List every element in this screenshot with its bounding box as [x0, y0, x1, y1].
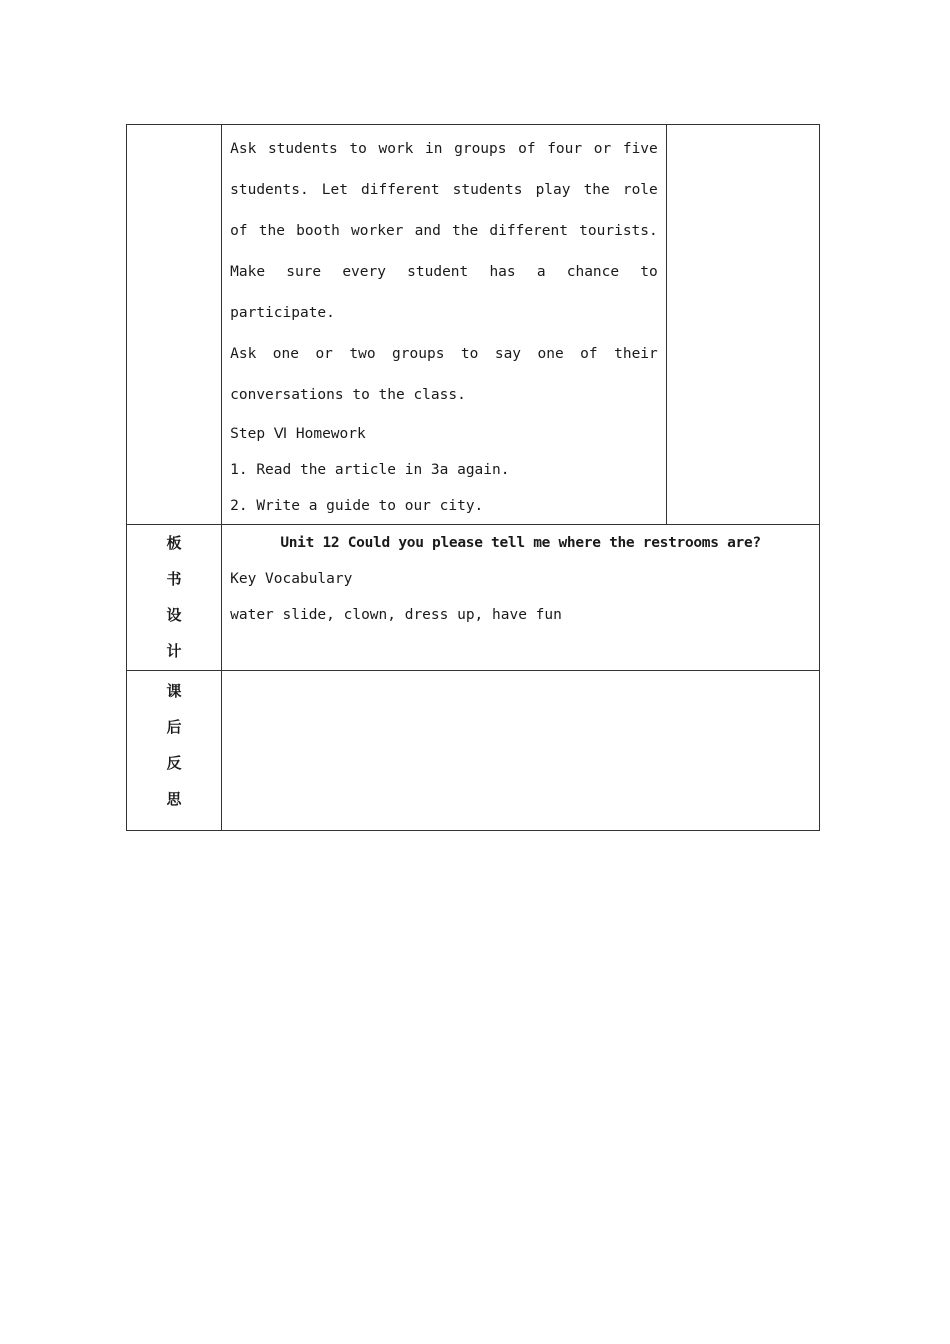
- reflection-label: [127, 671, 222, 831]
- reflection-content: [222, 671, 820, 831]
- board-label-char-4: 计: [166, 642, 182, 660]
- vocab-items: water slide, clown, dress up, have fun: [230, 607, 562, 623]
- lesson-plan-table: [126, 124, 820, 831]
- board-design-content: [222, 525, 820, 671]
- vocab-heading: Key Vocabulary: [230, 571, 353, 587]
- board-design-row: [127, 525, 820, 671]
- step6-heading: Step Ⅵ Homework: [230, 426, 366, 442]
- reflect-label-char-4: 思: [166, 790, 182, 808]
- teaching-steps-cell: [222, 125, 667, 525]
- board-label-char-1: 板: [166, 534, 182, 552]
- board-label-char-3: 设: [166, 606, 182, 624]
- homework-item-1: 1. Read the article in 3a again.: [230, 462, 510, 478]
- reflect-label-char-3: 反: [166, 754, 182, 772]
- unit-title: Unit 12 Could you please tell me where the restrooms are?: [280, 535, 761, 551]
- reflection-row: [127, 671, 820, 831]
- teaching-steps-row: [127, 125, 820, 525]
- steps-label-cell: [127, 125, 222, 525]
- notes-cell: [666, 125, 819, 525]
- group-work-instruction: Ask students to work in groups of four or five students. Let different students play the role of the booth worker and the different tourists. Make sure every student has a chance to participate.: [230, 141, 658, 321]
- homework-item-2: 2. Write a guide to our city.: [230, 498, 484, 514]
- group-report-instruction: Ask one or two groups to say one of their conversations to the class.: [230, 346, 658, 403]
- reflect-label-char-2: 后: [166, 718, 182, 736]
- reflect-label-char-1: 课: [166, 682, 182, 700]
- board-label-char-2: 书: [166, 570, 182, 588]
- board-design-label: [127, 525, 222, 671]
